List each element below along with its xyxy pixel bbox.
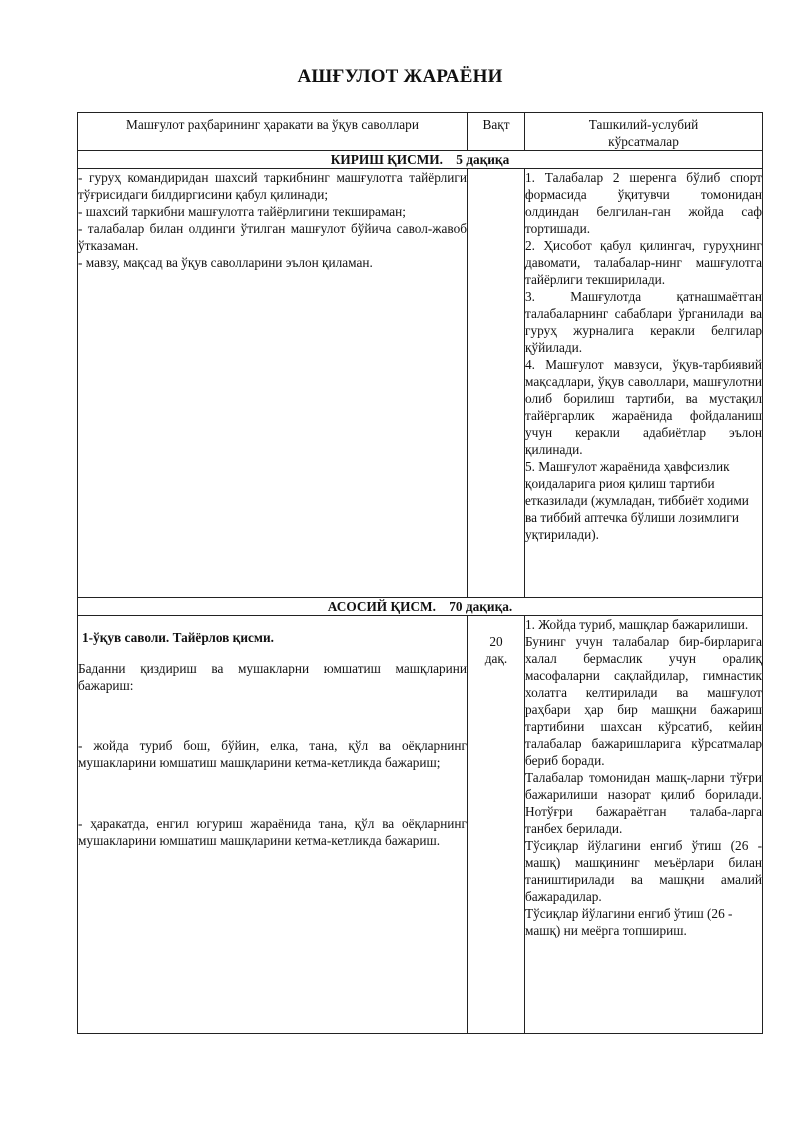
main-guideline-item: Тўсиқлар йўлагини енгиб ўтиш (26 - машқ) ни меёрга топшириш.	[525, 906, 733, 938]
section-main-heading	[78, 598, 763, 616]
main-actions-cell	[78, 616, 468, 1034]
intro-action-item: - гуруҳ командиридан шахсий таркибнинг машғулотга тайёрлиги тўғрисидаги билдиргисини қабул қилинади;	[78, 170, 467, 202]
section-main-time: 70 дақиқа.	[449, 599, 513, 614]
header-time: Вақт	[468, 113, 525, 151]
section-intro-time: 5 дақиқа	[456, 152, 510, 167]
intro-guideline-item: 4. Машғулот мавзуси, ўқув-тарбиявий мақсадлари, ўқув саволлари, машғулотни олиб борилиш тартиби, ва мустақил тайёргарлик жараёнида фойдаланиш учун керакли адабиётлар эълон қилинади.	[525, 357, 762, 457]
header-guidelines	[525, 113, 763, 151]
section-intro-title: КИРИШ ҚИСМИ.	[330, 152, 443, 167]
main-action-item: - ҳаракатда, енгил югуриш жараёнида тана, қўл ва оёқларнинг мушакларини юмшатиш машқларини кетма-кетликда бажариш.	[78, 815, 467, 848]
intro-action-item: - талабалар билан олдинги ўтилган машғулот бўйича савол-жавоб ўтказаман.	[78, 221, 467, 253]
lesson-plan-table	[77, 112, 763, 1034]
table-header-row	[78, 113, 763, 151]
main-guideline-item: Тўсиқлар йўлагини енгиб ўтиш (26 - машқ) машқининг меъёрлари билан таништирилади ва машқни амалий бажарадилар.	[525, 838, 762, 904]
main-action-item: - жойда туриб бош, бўйин, елка, тана, қўл ва оёқларнинг мушакларини юмшатиш машқларини кетма-кетликда бажариш;	[78, 738, 467, 771]
main-guideline-item: Бунинг учун талабалар бир-бирларига халал бермаслик учун оралиқ масофаларни сақлайдилар, гимнастик холатга келтирилади ва машғулот раҳбари ҳар бир машқни бажариш тартибини шахсан кўрсатиб, кейин талабалар бажаришларига кўрсатмалар бериб боради.	[525, 634, 762, 768]
section-intro-heading	[78, 151, 763, 169]
header-actions-questions: Машғулот раҳбарининг ҳаракати ва ўқув саволлари	[78, 113, 468, 151]
question-title: 1-ўқув саволи. Тайёрлов қисми.	[82, 630, 274, 646]
main-time-cell	[468, 616, 525, 1034]
intro-time-cell	[468, 169, 525, 598]
section-row-intro	[78, 151, 763, 169]
intro-guideline-item: 1. Талабалар 2 шеренга бўлиб спорт формасида ўқитувчи томонидан олдиндан белгилан-ган жойда саф тортишади.	[525, 170, 762, 236]
intro-guideline-item: 2. Ҳисобот қабул қилингач, гуруҳнинг давомати, талабалар-нинг машғулотга тайёрлиги текширилади.	[525, 238, 762, 287]
main-guidelines-cell	[525, 616, 763, 1034]
main-time-value: 20	[489, 634, 503, 649]
header-guidelines-line2: кўрсатмалар	[608, 134, 679, 149]
intro-guideline-item: 3. Машғулотда қатнашмаётган талабаларнинг сабаблари ўрганилади ва гуруҳ журналига керакли белгилар қўйилади.	[525, 289, 762, 355]
main-action-item: Баданни қиздириш ва мушакларни юмшатиш машқларини бажариш:	[78, 660, 467, 693]
intro-guidelines-cell	[525, 169, 763, 598]
section-row-main	[78, 598, 763, 616]
intro-content-row	[78, 169, 763, 598]
intro-actions-cell	[78, 169, 468, 598]
header-guidelines-line1: Ташкилий-услубий	[588, 117, 699, 132]
intro-action-item: - шахсий таркибни машғулотга тайёрлигини текшираман;	[78, 204, 406, 219]
main-guideline-item: Талабалар томонидан машқ-ларни тўғри бажарилиши назорат қилиб борилади. Нотўғри бажараётган талаба-ларга танбех берилади.	[525, 770, 762, 836]
intro-action-item: - мавзу, мақсад ва ўқув саволларини эълон қиламан.	[78, 255, 373, 270]
section-main-title: АСОСИЙ ҚИСМ.	[327, 599, 436, 614]
intro-guideline-item: 5. Машғулот жараёнида ҳавфсизлик қоидаларига риоя қилиш тартиби етказилади (жумладан, тиббиёт ходими ва тиббий аптечка бўлиши лозимлиги уқтирилади).	[525, 459, 749, 542]
main-time-unit: дақ.	[484, 651, 508, 666]
main-guideline-item: 1. Жойда туриб, машқлар бажарилиши.	[525, 617, 749, 632]
main-content-row	[78, 616, 763, 1034]
page-title: АШҒУЛОТ ЖАРАЁНИ	[297, 66, 503, 87]
